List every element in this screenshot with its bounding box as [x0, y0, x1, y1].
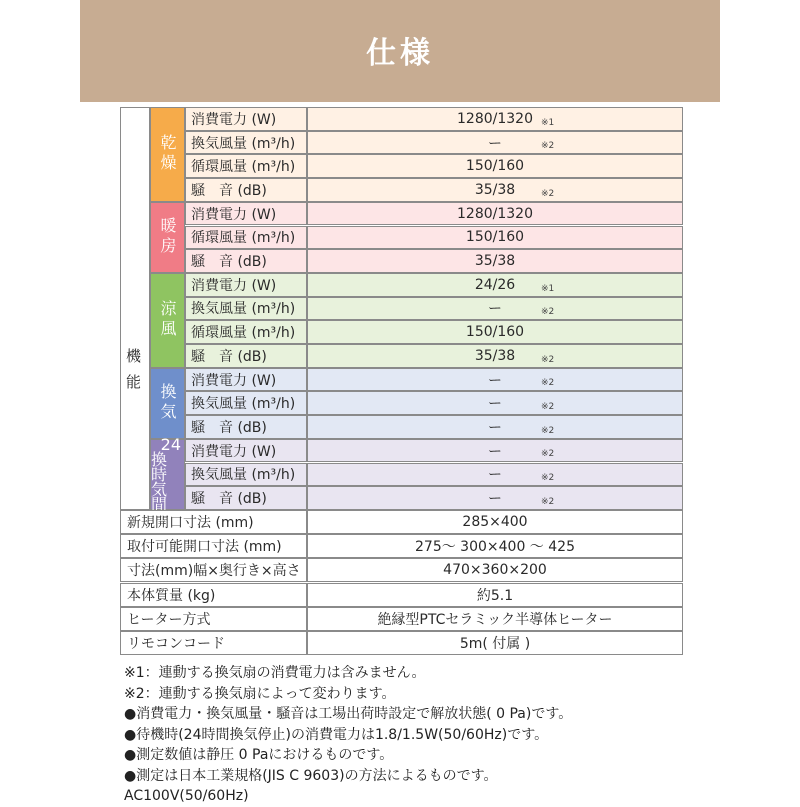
footnotes [124, 663, 572, 807]
spec-bottom-label: 寸法(mm)幅×奥行き×高さ [120, 558, 307, 582]
spec-table [120, 107, 683, 655]
spec-row-value: ー [488, 467, 502, 484]
spec-row-value-cell [307, 131, 683, 155]
spec-row-label: 騒 音 (dB) [185, 486, 307, 510]
spec-row-value: 1280/1320 [457, 205, 533, 222]
spec-row-label: 消費電力 (W) [185, 439, 307, 463]
spec-row-value: 1280/1320 [457, 110, 533, 127]
spec-row-note: ※2 [541, 449, 555, 460]
group-label-part: 気間 [151, 479, 168, 514]
functions-label-char: 機 [126, 347, 142, 365]
header-banner [80, 0, 720, 102]
spec-row-value-cell [307, 439, 683, 463]
group-label-part: 換時 [151, 449, 168, 484]
spec-row-note: ※2 [541, 307, 555, 318]
footnote-line: ●測定は日本工業規格(JIS C 9603)の方法によるものです。 [124, 767, 498, 784]
spec-row-value-cell [307, 249, 683, 273]
spec-row-value-cell [307, 463, 683, 487]
spec-bottom-value: 絶縁型PTCセラミック半導体ヒーター [307, 607, 683, 631]
spec-row-label: 換気風量 (m³/h) [185, 391, 307, 415]
spec-row-value-cell [307, 273, 683, 297]
spec-bottom-label: 取付可能開口寸法 (mm) [120, 534, 307, 558]
spec-row-note: ※2 [541, 188, 555, 199]
spec-row-value-cell [307, 486, 683, 510]
spec-row-value: ー [488, 135, 502, 152]
spec-row-label: 消費電力 (W) [185, 202, 307, 226]
footnote-line: ※1：連動する換気扇の消費電力は含みません。 [124, 665, 426, 681]
footnote-line: ●消費電力・換気風量・騒音は工場出荷時設定で解放状態( 0 Pa)です。 [124, 706, 573, 722]
spec-row-note: ※2 [541, 425, 555, 436]
group-label: 乾燥 [150, 107, 185, 202]
spec-row-label: 消費電力 (W) [185, 107, 307, 131]
spec-row-note: ※2 [541, 354, 555, 365]
spec-row-note: ※2 [541, 496, 555, 507]
spec-row-label: 循環風量 (m³/h) [185, 226, 307, 250]
spec-bottom-label: ヒーター方式 [120, 607, 307, 631]
spec-row-note: ※1 [541, 283, 555, 294]
spec-bottom-label: リモコンコード [120, 631, 307, 655]
group-label [150, 434, 185, 514]
spec-row-value: ー [488, 443, 502, 460]
spec-row-label: 循環風量 (m³/h) [185, 320, 307, 344]
spec-row-value-cell [307, 415, 683, 439]
spec-row-label: 消費電力 (W) [185, 368, 307, 392]
spec-row-value: 24/26 [474, 276, 516, 293]
footnote-line: ※2：連動する換気扇によって変わります。 [124, 685, 396, 702]
group-label: 暖房 [150, 202, 185, 273]
spec-row-value-cell [307, 226, 683, 250]
spec-row-label: 換気風量 (m³/h) [185, 131, 307, 155]
spec-row-label: 循環風量 (m³/h) [185, 154, 307, 178]
spec-row-label: 騒 音 (dB) [185, 344, 307, 368]
spec-row-note: ※1 [541, 117, 555, 128]
spec-bottom-value: 470×360×200 [307, 558, 683, 582]
page-title: 仕様 [366, 36, 434, 71]
spec-row-note: ※2 [541, 141, 555, 152]
spec-row-value-cell [307, 107, 683, 131]
spec-row-value: 150/160 [465, 158, 525, 175]
spec-bottom-label: 本体質量 (kg) [120, 583, 307, 607]
functions-label [120, 107, 150, 510]
spec-row-value: ー [488, 396, 502, 413]
spec-row-value: 150/160 [465, 229, 525, 246]
group-label: 涼風 [150, 273, 185, 368]
spec-row-note: ※2 [541, 378, 555, 389]
spec-row-value: ー [488, 301, 502, 318]
spec-row-label: 騒 音 (dB) [185, 249, 307, 273]
spec-row-label: 消費電力 (W) [185, 273, 307, 297]
spec-row-value: 35/38 [474, 347, 516, 364]
footnote-line: ●待機時(24時間換気停止)の消費電力は1.8/1.5W(50/60Hz)です。 [124, 726, 549, 743]
spec-bottom-value: 275～ 300×400 ～ 425 [307, 534, 683, 558]
spec-row-value-cell [307, 368, 683, 392]
spec-bottom-value: 約5.1 [307, 583, 683, 607]
spec-row-value-cell [307, 202, 683, 226]
spec-bottom-label: 新規開口寸法 (mm) [120, 510, 307, 534]
spec-row-value-cell [307, 320, 683, 344]
functions-label-char: 能 [126, 373, 142, 391]
group-label: 換気 [150, 368, 185, 439]
spec-row-value: ー [488, 491, 502, 508]
spec-row-value: ー [488, 419, 502, 436]
spec-row-value-cell [307, 297, 683, 321]
spec-row-label: 騒 音 (dB) [185, 178, 307, 202]
spec-row-note: ※2 [541, 402, 555, 413]
spec-row-value: ー [488, 372, 502, 389]
spec-row-value-cell [307, 154, 683, 178]
group-label-part: 24 [160, 434, 181, 454]
spec-row-label: 換気風量 (m³/h) [185, 297, 307, 321]
footnote-line: ●測定数値は静圧 0 Paにおけるものです。 [124, 747, 394, 763]
spec-bottom-value: 5m( 付属 ) [307, 631, 683, 655]
footnote-line: AC100V(50/60Hz) [124, 788, 249, 804]
spec-row-label: 換気風量 (m³/h) [185, 463, 307, 487]
spec-row-value-cell [307, 344, 683, 368]
spec-row-note: ※2 [541, 473, 555, 484]
spec-row-value: 35/38 [474, 181, 516, 198]
spec-row-label: 騒 音 (dB) [185, 415, 307, 439]
spec-row-value: 150/160 [465, 324, 525, 341]
spec-row-value-cell [307, 178, 683, 202]
spec-row-value: 35/38 [474, 253, 516, 270]
spec-row-value-cell [307, 391, 683, 415]
spec-bottom-value: 285×400 [307, 510, 683, 534]
